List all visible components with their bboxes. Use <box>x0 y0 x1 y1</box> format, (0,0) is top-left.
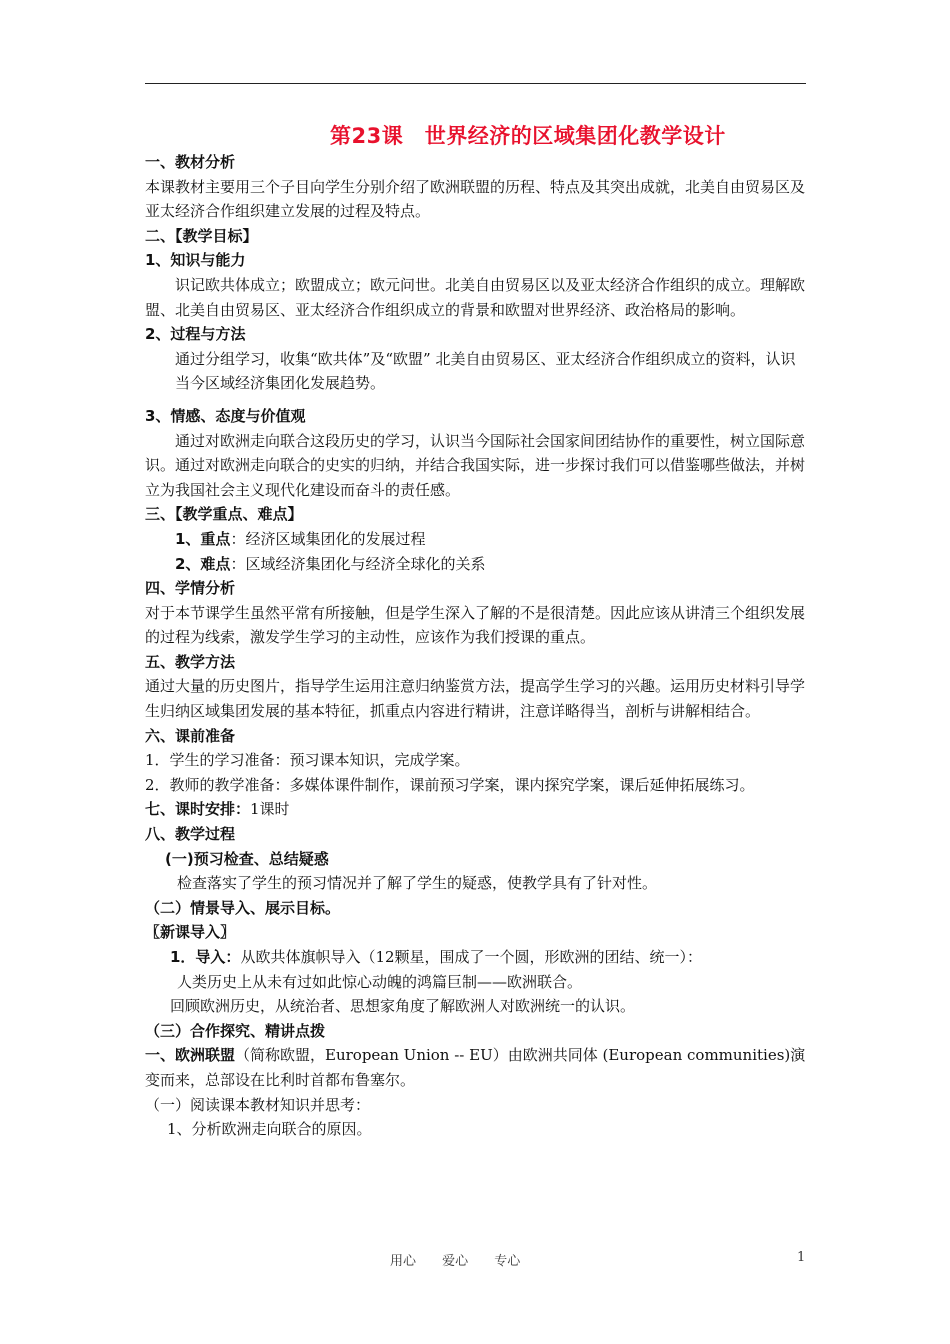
intro-label: 1．导入： <box>170 948 241 966</box>
prep-item-1: 1．学生的学习准备：预习课本知识，完成学案。 <box>145 751 470 770</box>
section-heading-5: 五、教学方法 <box>145 652 236 671</box>
section-heading-4: 四、学情分析 <box>145 579 236 598</box>
section-heading-6: 六、课前准备 <box>145 726 236 745</box>
difficult-point <box>145 552 809 577</box>
subheading-new-lesson: 〖新课导入〗 <box>145 923 236 942</box>
intro-line <box>145 945 809 970</box>
key-point-label: 1、重点 <box>175 529 231 548</box>
paragraph-preview: 检查落实了学生的预习情况并了解了学生的疑惑，使教学具有了针对性。 <box>177 874 658 893</box>
eu-paragraph <box>145 1043 809 1092</box>
difficult-point-text: ：区域经济集团化与经济全球化的关系 <box>230 554 486 573</box>
page-title: 第23课 世界经济的区域集团化教学设计 <box>330 124 726 148</box>
key-point-text: ：经济区域集团化的发展过程 <box>230 529 426 548</box>
section-heading-2: 二、【教学目标】 <box>145 226 258 245</box>
key-point <box>145 527 809 552</box>
paragraph-values: 通过对欧洲走向联合这段历史的学习，认识当今国际社会国家间团结协作的重要性，树立国际意识。通过对欧洲走向联合的史实的归纳，并结合我国实际，进一步探讨我们可以借鉴哪些做法，并树立为我国社会主义现代化建设而奋斗的责任感。 <box>145 431 806 499</box>
intro-line-2: 人类历史上从未有过如此惊心动魄的鸿篇巨制——欧洲联合。 <box>177 972 583 991</box>
paragraph-5: 通过大量的历史图片，指导学生运用注意归纳鉴赏方法，提高学生学习的兴趣。运用历史材料引导学生归纳区域集团发展的基本特征，抓重点内容进行精讲，注意详略得当，剖析与讲解相结合。 <box>145 677 806 721</box>
subheading-cooperation: （三）合作探究、精讲点拨 <box>145 1021 326 1040</box>
section-heading-1: 一、教材分析 <box>145 153 236 171</box>
paragraph-4: 对于本节课学生虽然平常有所接触，但是学生深入了解的不是很清楚。因此应该从讲清三个组织发展的过程为线索，激发学生学习的主动性，应该作为我们授课的重点。 <box>145 603 806 647</box>
document-body <box>145 150 809 1142</box>
eu-label: 一、欧洲联盟 <box>145 1046 236 1065</box>
intro-line-3: 回顾欧洲历史，从统治者、思想家角度了解欧洲人对欧洲统一的认识。 <box>170 997 636 1016</box>
prep-item-2: 2．教师的教学准备：多媒体课件制作，课前预习学案，课内探究学案，课后延伸拓展练习。 <box>145 775 755 794</box>
schedule-text: 1课时 <box>250 800 290 819</box>
difficult-point-label: 2、难点 <box>175 554 231 573</box>
subheading-scenario: （二）情景导入、展示目标。 <box>145 898 341 917</box>
page-footer: 用心 爱心 专心 <box>390 1254 521 1269</box>
subheading-knowledge: 1、知识与能力 <box>145 251 246 270</box>
question-item-1: 1、分析欧洲走向联合的原因。 <box>167 1120 372 1139</box>
header-rule <box>145 83 806 84</box>
eu-text: （简称欧盟，European Union -- EU）由欧洲共同体 (European communities)演变而来，总部设在比利时首都布鲁塞尔。 <box>145 1046 806 1089</box>
subheading-preview: (一)预习检查、总结疑惑 <box>165 849 329 868</box>
subheading-process: 2、过程与方法 <box>145 325 246 344</box>
section-heading-8: 八、教学过程 <box>145 825 236 844</box>
paragraph-1: 本课教材主要用三个子目向学生分别介绍了欧洲联盟的历程、特点及其突出成就，北美自由贸易区及亚太经济合作组织建立发展的过程及特点。 <box>145 177 806 221</box>
section-heading-7: 七、课时安排： <box>145 800 251 819</box>
intro-text: 从欧共体旗帜导入（12颗星，围成了一个圆，形欧洲的团结、统一）： <box>240 948 703 966</box>
subheading-values: 3、情感、态度与价值观 <box>145 406 306 425</box>
paragraph-knowledge: 识记欧共体成立；欧盟成立；欧元问世。北美自由贸易区以及亚太经济合作组织的成立。理解欧盟、北美自由贸易区、亚太经济合作组织成立的背景和欧盟对世界经济、政治格局的影响。 <box>145 275 806 319</box>
schedule-line <box>145 797 809 822</box>
section-heading-3: 三、【教学重点、难点】 <box>145 505 303 524</box>
question-heading: （一）阅读课本教材知识并思考： <box>145 1095 371 1114</box>
page-number: 1 <box>797 1250 806 1265</box>
paragraph-process: 通过分组学习，收集“欧共体”及“欧盟” 北美自由贸易区、亚太经济合作组织成立的资料，认识当今区域经济集团化发展趋势。 <box>175 349 796 393</box>
